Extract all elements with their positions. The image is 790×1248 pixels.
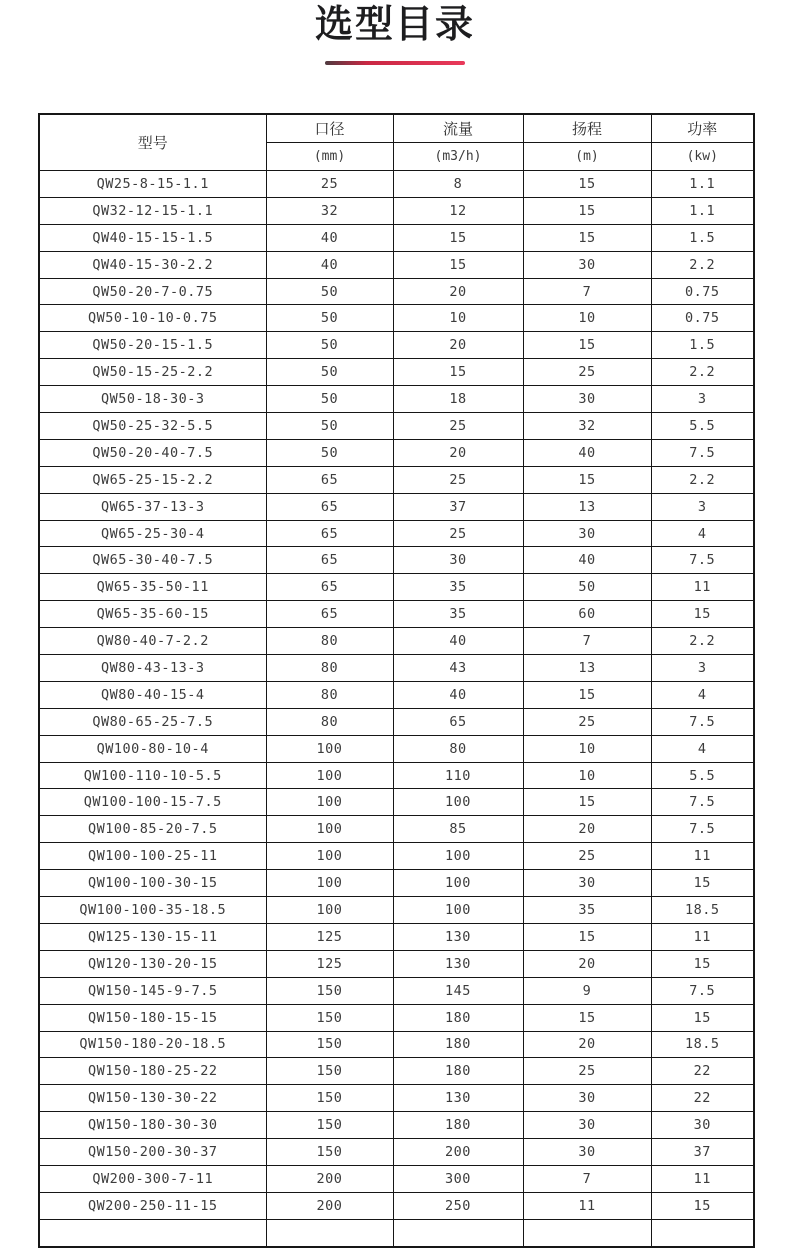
model-cell: QW150-180-15-15 bbox=[39, 1004, 266, 1031]
power-cell: 7.5 bbox=[651, 708, 754, 735]
flow-cell: 85 bbox=[393, 816, 523, 843]
head-cell: 25 bbox=[523, 1058, 651, 1085]
table-row bbox=[39, 439, 754, 466]
table-row bbox=[39, 816, 754, 843]
table-row bbox=[39, 1085, 754, 1112]
flow-cell: 100 bbox=[393, 843, 523, 870]
empty-cell bbox=[266, 1219, 393, 1246]
head-cell: 35 bbox=[523, 897, 651, 924]
model-cell: QW50-25-32-5.5 bbox=[39, 413, 266, 440]
model-cell: QW120-130-20-15 bbox=[39, 950, 266, 977]
head-cell: 20 bbox=[523, 1031, 651, 1058]
table-row bbox=[39, 1112, 754, 1139]
head-cell: 13 bbox=[523, 493, 651, 520]
model-cell: QW150-180-30-30 bbox=[39, 1112, 266, 1139]
flow-cell: 25 bbox=[393, 466, 523, 493]
head-cell: 15 bbox=[523, 197, 651, 224]
power-cell: 2.2 bbox=[651, 466, 754, 493]
head-cell: 7 bbox=[523, 278, 651, 305]
model-cell: QW200-250-11-15 bbox=[39, 1192, 266, 1219]
table-header bbox=[39, 114, 754, 171]
table-row bbox=[39, 923, 754, 950]
diameter-cell: 200 bbox=[266, 1165, 393, 1192]
head-cell: 15 bbox=[523, 466, 651, 493]
table-row bbox=[39, 359, 754, 386]
table-row bbox=[39, 601, 754, 628]
model-cell: QW150-180-25-22 bbox=[39, 1058, 266, 1085]
diameter-cell: 100 bbox=[266, 816, 393, 843]
diameter-cell: 100 bbox=[266, 843, 393, 870]
table-row bbox=[39, 413, 754, 440]
diameter-cell: 125 bbox=[266, 923, 393, 950]
flow-cell: 180 bbox=[393, 1112, 523, 1139]
diameter-cell: 80 bbox=[266, 655, 393, 682]
model-cell: QW65-35-60-15 bbox=[39, 601, 266, 628]
diameter-cell: 150 bbox=[266, 1058, 393, 1085]
flow-cell: 100 bbox=[393, 870, 523, 897]
diameter-cell: 40 bbox=[266, 251, 393, 278]
flow-cell: 300 bbox=[393, 1165, 523, 1192]
power-cell: 2.2 bbox=[651, 251, 754, 278]
diameter-cell: 25 bbox=[266, 171, 393, 198]
flow-cell: 37 bbox=[393, 493, 523, 520]
model-cell: QW50-20-15-1.5 bbox=[39, 332, 266, 359]
table-row bbox=[39, 681, 754, 708]
power-cell: 7.5 bbox=[651, 789, 754, 816]
table-row bbox=[39, 789, 754, 816]
power-cell: 11 bbox=[651, 843, 754, 870]
power-cell: 1.1 bbox=[651, 197, 754, 224]
flow-cell: 35 bbox=[393, 574, 523, 601]
table-row bbox=[39, 386, 754, 413]
flow-cell: 110 bbox=[393, 762, 523, 789]
empty-cell bbox=[39, 1219, 266, 1246]
head-cell: 15 bbox=[523, 332, 651, 359]
model-cell: QW50-18-30-3 bbox=[39, 386, 266, 413]
power-cell: 3 bbox=[651, 655, 754, 682]
head-cell: 50 bbox=[523, 574, 651, 601]
table-row bbox=[39, 708, 754, 735]
col-header-power: 功率 bbox=[651, 114, 754, 143]
flow-cell: 15 bbox=[393, 251, 523, 278]
head-cell: 15 bbox=[523, 224, 651, 251]
model-cell: QW100-80-10-4 bbox=[39, 735, 266, 762]
title-underline bbox=[325, 61, 465, 65]
head-cell: 30 bbox=[523, 386, 651, 413]
power-cell: 0.75 bbox=[651, 305, 754, 332]
flow-cell: 15 bbox=[393, 224, 523, 251]
diameter-cell: 50 bbox=[266, 413, 393, 440]
power-cell: 15 bbox=[651, 870, 754, 897]
power-cell: 1.5 bbox=[651, 224, 754, 251]
table-row bbox=[39, 1031, 754, 1058]
power-cell: 5.5 bbox=[651, 413, 754, 440]
diameter-cell: 100 bbox=[266, 789, 393, 816]
head-cell: 15 bbox=[523, 1004, 651, 1031]
diameter-cell: 40 bbox=[266, 224, 393, 251]
flow-cell: 100 bbox=[393, 789, 523, 816]
model-cell: QW65-25-30-4 bbox=[39, 520, 266, 547]
empty-cell bbox=[523, 1219, 651, 1246]
table-row bbox=[39, 977, 754, 1004]
diameter-cell: 150 bbox=[266, 977, 393, 1004]
head-cell: 30 bbox=[523, 1112, 651, 1139]
flow-cell: 130 bbox=[393, 950, 523, 977]
model-cell: QW65-30-40-7.5 bbox=[39, 547, 266, 574]
table-row bbox=[39, 278, 754, 305]
flow-cell: 145 bbox=[393, 977, 523, 1004]
flow-cell: 30 bbox=[393, 547, 523, 574]
diameter-cell: 65 bbox=[266, 574, 393, 601]
model-cell: QW65-37-13-3 bbox=[39, 493, 266, 520]
diameter-cell: 150 bbox=[266, 1139, 393, 1166]
head-cell: 30 bbox=[523, 870, 651, 897]
col-unit-diameter: (mm) bbox=[266, 143, 393, 171]
power-cell: 11 bbox=[651, 574, 754, 601]
power-cell: 15 bbox=[651, 601, 754, 628]
diameter-cell: 80 bbox=[266, 628, 393, 655]
power-cell: 7.5 bbox=[651, 977, 754, 1004]
table-row bbox=[39, 520, 754, 547]
col-header-head: 扬程 bbox=[523, 114, 651, 143]
power-cell: 15 bbox=[651, 1192, 754, 1219]
model-cell: QW100-100-35-18.5 bbox=[39, 897, 266, 924]
head-cell: 25 bbox=[523, 359, 651, 386]
flow-cell: 10 bbox=[393, 305, 523, 332]
table-row bbox=[39, 843, 754, 870]
model-cell: QW100-100-15-7.5 bbox=[39, 789, 266, 816]
table-row bbox=[39, 1192, 754, 1219]
table-row bbox=[39, 197, 754, 224]
diameter-cell: 80 bbox=[266, 708, 393, 735]
power-cell: 18.5 bbox=[651, 897, 754, 924]
model-cell: QW100-100-25-11 bbox=[39, 843, 266, 870]
power-cell: 7.5 bbox=[651, 547, 754, 574]
power-cell: 4 bbox=[651, 735, 754, 762]
table-row bbox=[39, 628, 754, 655]
model-cell: QW50-15-25-2.2 bbox=[39, 359, 266, 386]
flow-cell: 43 bbox=[393, 655, 523, 682]
head-cell: 60 bbox=[523, 601, 651, 628]
diameter-cell: 150 bbox=[266, 1031, 393, 1058]
model-cell: QW150-180-20-18.5 bbox=[39, 1031, 266, 1058]
head-cell: 30 bbox=[523, 1085, 651, 1112]
power-cell: 11 bbox=[651, 1165, 754, 1192]
model-cell: QW40-15-15-1.5 bbox=[39, 224, 266, 251]
head-cell: 11 bbox=[523, 1192, 651, 1219]
empty-cell bbox=[393, 1219, 523, 1246]
power-cell: 2.2 bbox=[651, 628, 754, 655]
table-row bbox=[39, 466, 754, 493]
head-cell: 30 bbox=[523, 251, 651, 278]
model-cell: QW65-35-50-11 bbox=[39, 574, 266, 601]
table-row bbox=[39, 547, 754, 574]
table-row bbox=[39, 897, 754, 924]
table-row bbox=[39, 1058, 754, 1085]
head-cell: 7 bbox=[523, 628, 651, 655]
power-cell: 1.1 bbox=[651, 171, 754, 198]
diameter-cell: 100 bbox=[266, 762, 393, 789]
table-row bbox=[39, 735, 754, 762]
power-cell: 4 bbox=[651, 681, 754, 708]
diameter-cell: 65 bbox=[266, 466, 393, 493]
head-cell: 20 bbox=[523, 950, 651, 977]
flow-cell: 180 bbox=[393, 1031, 523, 1058]
table-row bbox=[39, 950, 754, 977]
diameter-cell: 125 bbox=[266, 950, 393, 977]
head-cell: 40 bbox=[523, 547, 651, 574]
col-unit-power: (kw) bbox=[651, 143, 754, 171]
flow-cell: 20 bbox=[393, 332, 523, 359]
diameter-cell: 65 bbox=[266, 493, 393, 520]
power-cell: 15 bbox=[651, 1004, 754, 1031]
model-cell: QW100-85-20-7.5 bbox=[39, 816, 266, 843]
table-row bbox=[39, 493, 754, 520]
model-cell: QW65-25-15-2.2 bbox=[39, 466, 266, 493]
flow-cell: 18 bbox=[393, 386, 523, 413]
diameter-cell: 50 bbox=[266, 439, 393, 466]
flow-cell: 130 bbox=[393, 923, 523, 950]
head-cell: 30 bbox=[523, 520, 651, 547]
diameter-cell: 65 bbox=[266, 520, 393, 547]
head-cell: 25 bbox=[523, 843, 651, 870]
flow-cell: 180 bbox=[393, 1004, 523, 1031]
flow-cell: 250 bbox=[393, 1192, 523, 1219]
model-cell: QW150-130-30-22 bbox=[39, 1085, 266, 1112]
flow-cell: 180 bbox=[393, 1058, 523, 1085]
flow-cell: 25 bbox=[393, 520, 523, 547]
diameter-cell: 80 bbox=[266, 681, 393, 708]
power-cell: 11 bbox=[651, 923, 754, 950]
table-row bbox=[39, 171, 754, 198]
model-cell: QW50-10-10-0.75 bbox=[39, 305, 266, 332]
col-unit-head: (m) bbox=[523, 143, 651, 171]
power-cell: 22 bbox=[651, 1058, 754, 1085]
diameter-cell: 100 bbox=[266, 897, 393, 924]
head-cell: 15 bbox=[523, 923, 651, 950]
power-cell: 0.75 bbox=[651, 278, 754, 305]
table-row bbox=[39, 1139, 754, 1166]
diameter-cell: 65 bbox=[266, 601, 393, 628]
head-cell: 13 bbox=[523, 655, 651, 682]
model-cell: QW50-20-40-7.5 bbox=[39, 439, 266, 466]
diameter-cell: 50 bbox=[266, 278, 393, 305]
table-row bbox=[39, 251, 754, 278]
model-cell: QW80-43-13-3 bbox=[39, 655, 266, 682]
table-row bbox=[39, 762, 754, 789]
head-cell: 25 bbox=[523, 708, 651, 735]
table-row bbox=[39, 574, 754, 601]
diameter-cell: 32 bbox=[266, 197, 393, 224]
power-cell: 2.2 bbox=[651, 359, 754, 386]
head-cell: 15 bbox=[523, 789, 651, 816]
col-header-diameter: 口径 bbox=[266, 114, 393, 143]
table-row bbox=[39, 870, 754, 897]
flow-cell: 200 bbox=[393, 1139, 523, 1166]
table-row bbox=[39, 224, 754, 251]
flow-cell: 12 bbox=[393, 197, 523, 224]
table-row-partial bbox=[39, 1219, 754, 1246]
diameter-cell: 150 bbox=[266, 1004, 393, 1031]
head-cell: 9 bbox=[523, 977, 651, 1004]
table-row bbox=[39, 332, 754, 359]
flow-cell: 80 bbox=[393, 735, 523, 762]
power-cell: 7.5 bbox=[651, 439, 754, 466]
table-row bbox=[39, 1165, 754, 1192]
model-cell: QW80-40-7-2.2 bbox=[39, 628, 266, 655]
col-unit-flow: (m3/h) bbox=[393, 143, 523, 171]
diameter-cell: 100 bbox=[266, 870, 393, 897]
flow-cell: 100 bbox=[393, 897, 523, 924]
diameter-cell: 50 bbox=[266, 305, 393, 332]
diameter-cell: 150 bbox=[266, 1112, 393, 1139]
model-cell: QW200-300-7-11 bbox=[39, 1165, 266, 1192]
empty-cell bbox=[651, 1219, 754, 1246]
model-cell: QW125-130-15-11 bbox=[39, 923, 266, 950]
selection-catalog-table bbox=[38, 113, 755, 1248]
diameter-cell: 50 bbox=[266, 386, 393, 413]
diameter-cell: 50 bbox=[266, 359, 393, 386]
head-cell: 7 bbox=[523, 1165, 651, 1192]
flow-cell: 25 bbox=[393, 413, 523, 440]
flow-cell: 65 bbox=[393, 708, 523, 735]
power-cell: 18.5 bbox=[651, 1031, 754, 1058]
head-cell: 20 bbox=[523, 816, 651, 843]
flow-cell: 40 bbox=[393, 681, 523, 708]
model-cell: QW40-15-30-2.2 bbox=[39, 251, 266, 278]
diameter-cell: 50 bbox=[266, 332, 393, 359]
head-cell: 10 bbox=[523, 762, 651, 789]
flow-cell: 8 bbox=[393, 171, 523, 198]
head-cell: 15 bbox=[523, 171, 651, 198]
model-cell: QW100-110-10-5.5 bbox=[39, 762, 266, 789]
power-cell: 1.5 bbox=[651, 332, 754, 359]
power-cell: 37 bbox=[651, 1139, 754, 1166]
flow-cell: 35 bbox=[393, 601, 523, 628]
head-cell: 10 bbox=[523, 735, 651, 762]
power-cell: 7.5 bbox=[651, 816, 754, 843]
head-cell: 15 bbox=[523, 681, 651, 708]
head-cell: 32 bbox=[523, 413, 651, 440]
flow-cell: 20 bbox=[393, 439, 523, 466]
flow-cell: 130 bbox=[393, 1085, 523, 1112]
header-name-row bbox=[39, 114, 754, 143]
power-cell: 22 bbox=[651, 1085, 754, 1112]
flow-cell: 15 bbox=[393, 359, 523, 386]
col-header-flow: 流量 bbox=[393, 114, 523, 143]
power-cell: 30 bbox=[651, 1112, 754, 1139]
power-cell: 15 bbox=[651, 950, 754, 977]
page-title: 选型目录 bbox=[314, 2, 475, 46]
model-cell: QW25-8-15-1.1 bbox=[39, 171, 266, 198]
diameter-cell: 65 bbox=[266, 547, 393, 574]
table-row bbox=[39, 305, 754, 332]
power-cell: 4 bbox=[651, 520, 754, 547]
table-row bbox=[39, 1004, 754, 1031]
diameter-cell: 150 bbox=[266, 1085, 393, 1112]
model-cell: QW50-20-7-0.75 bbox=[39, 278, 266, 305]
model-cell: QW100-100-30-15 bbox=[39, 870, 266, 897]
power-cell: 5.5 bbox=[651, 762, 754, 789]
table-body bbox=[39, 171, 754, 1247]
model-cell: QW80-40-15-4 bbox=[39, 681, 266, 708]
head-cell: 10 bbox=[523, 305, 651, 332]
diameter-cell: 200 bbox=[266, 1192, 393, 1219]
flow-cell: 40 bbox=[393, 628, 523, 655]
model-cell: QW80-65-25-7.5 bbox=[39, 708, 266, 735]
table-row bbox=[39, 655, 754, 682]
model-cell: QW150-200-30-37 bbox=[39, 1139, 266, 1166]
head-cell: 40 bbox=[523, 439, 651, 466]
col-header-model: 型号 bbox=[39, 114, 266, 171]
model-cell: QW32-12-15-1.1 bbox=[39, 197, 266, 224]
power-cell: 3 bbox=[651, 493, 754, 520]
diameter-cell: 100 bbox=[266, 735, 393, 762]
head-cell: 30 bbox=[523, 1139, 651, 1166]
power-cell: 3 bbox=[651, 386, 754, 413]
model-cell: QW150-145-9-7.5 bbox=[39, 977, 266, 1004]
flow-cell: 20 bbox=[393, 278, 523, 305]
